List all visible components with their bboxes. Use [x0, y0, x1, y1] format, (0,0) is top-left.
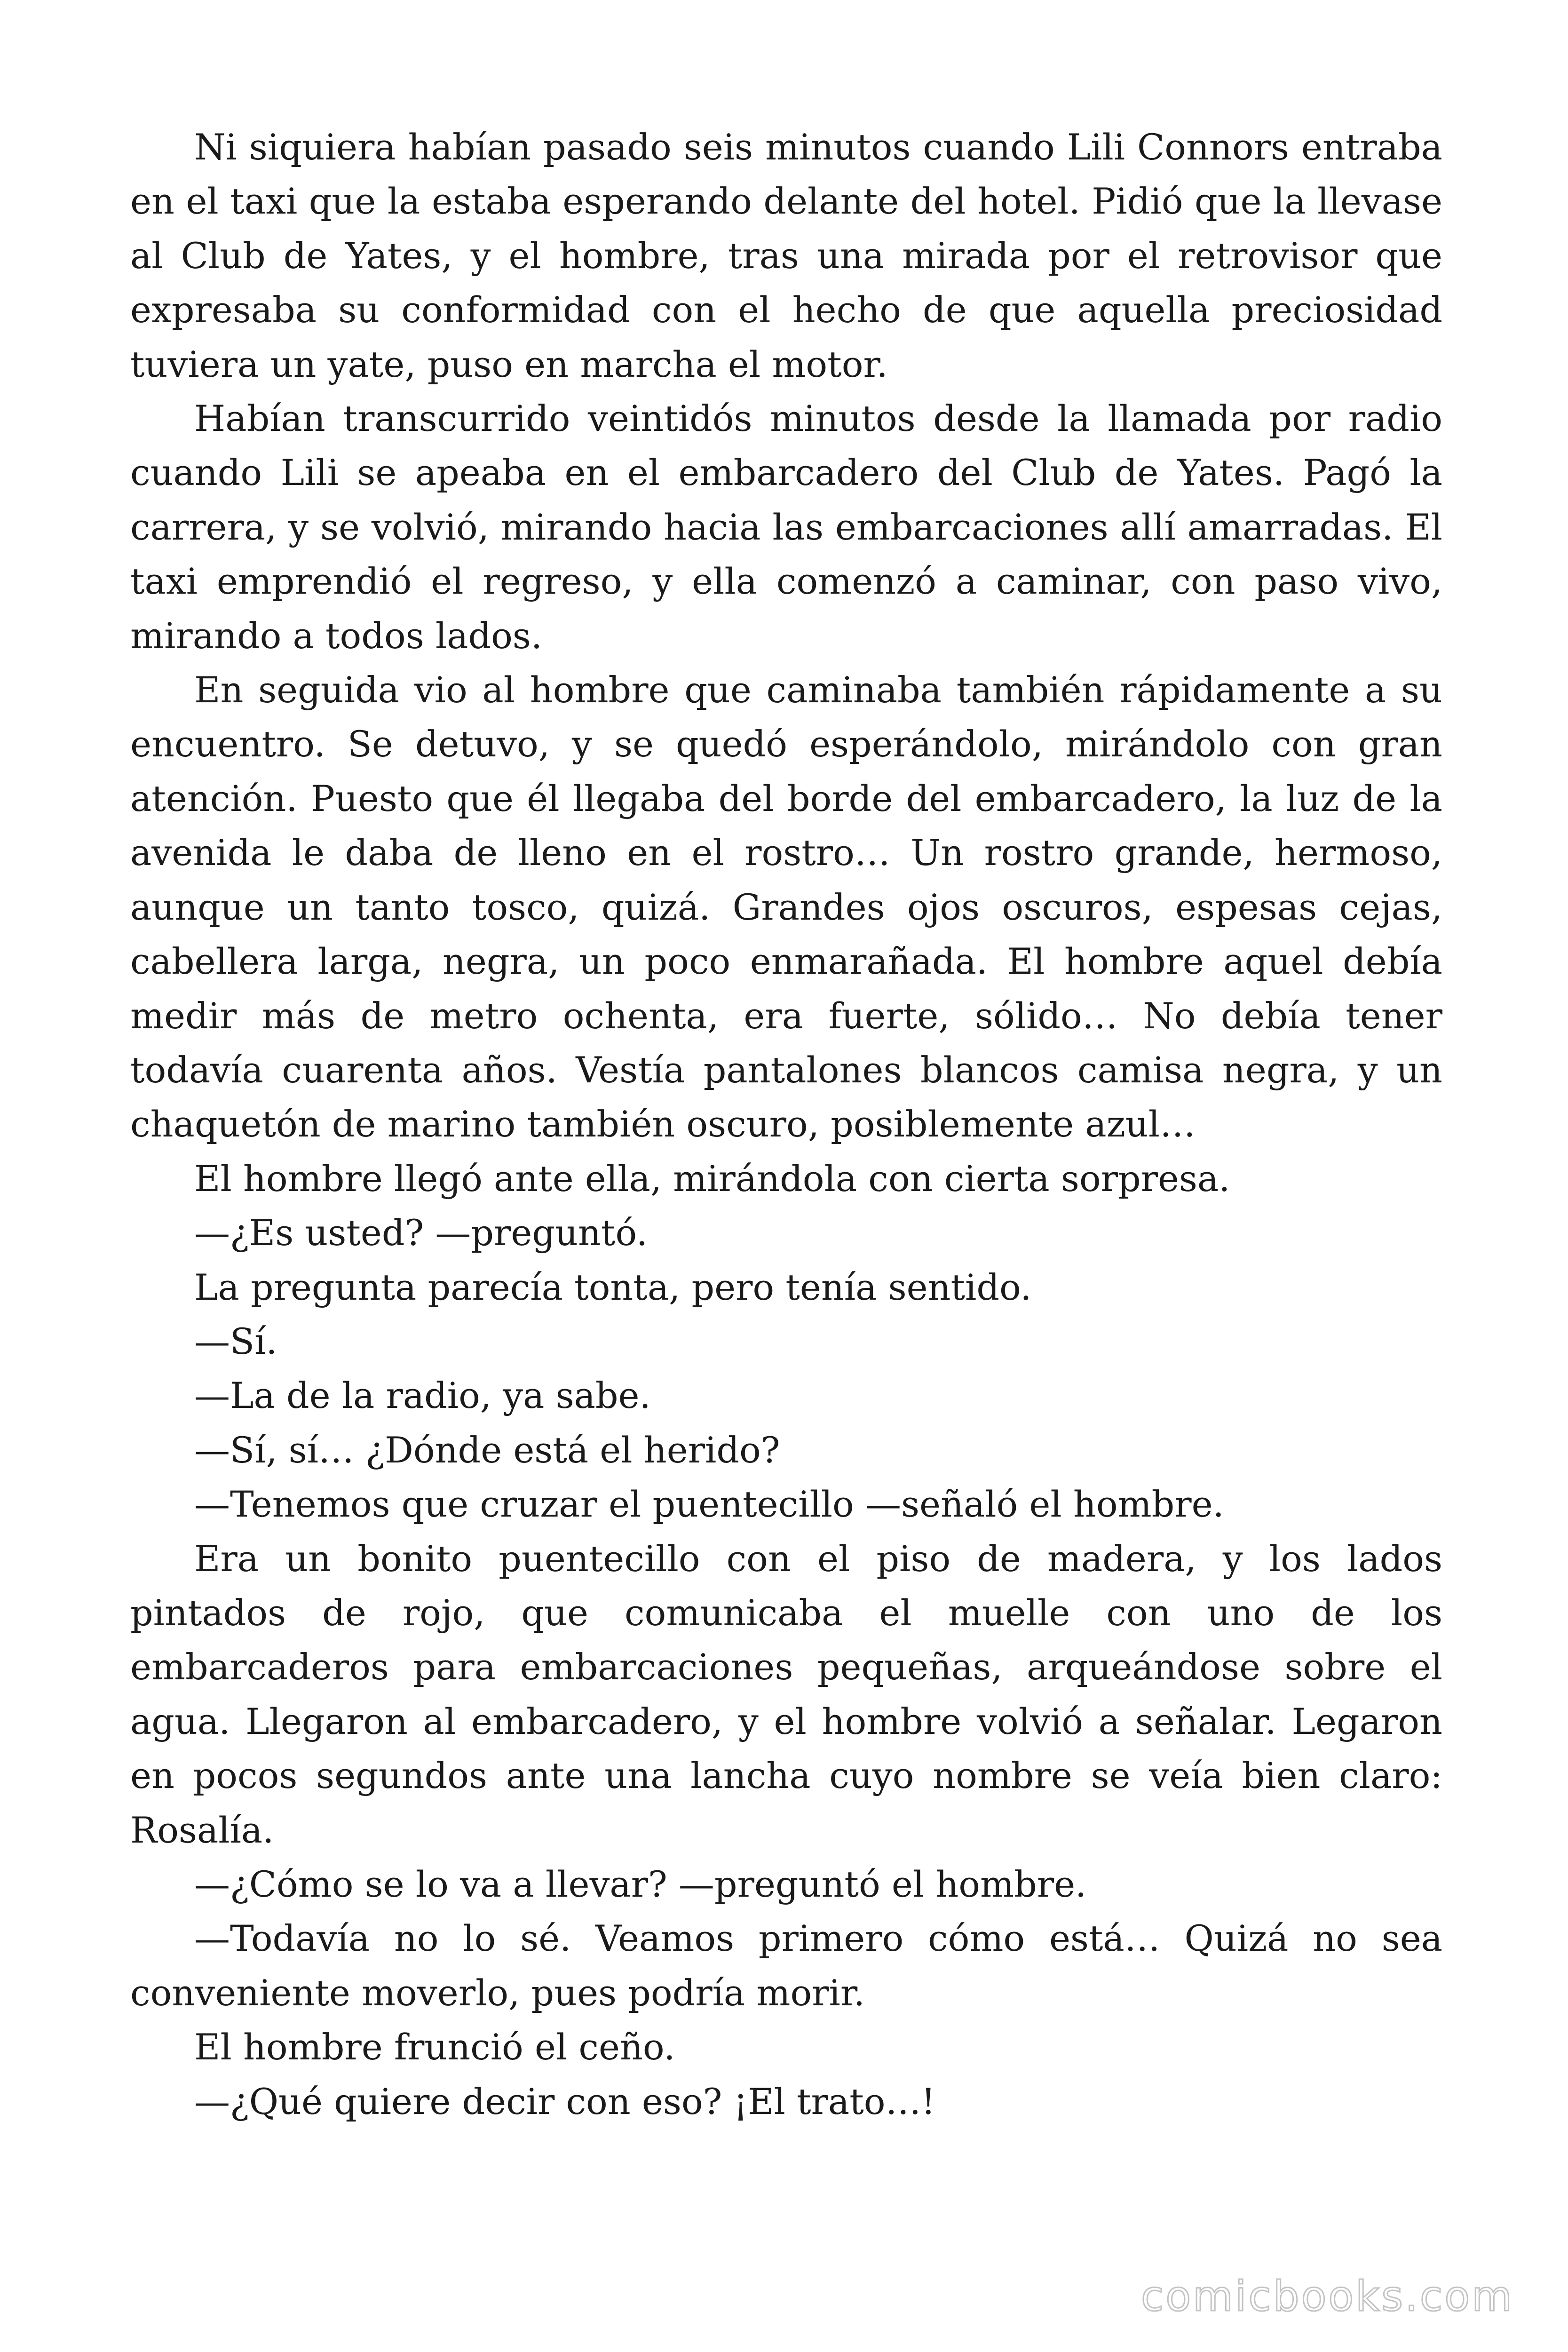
paragraph: Ni siquiera habían pasado seis minutos cuando Lili Connors entraba en el taxi que la estaba esperando delante del hotel. Pidió que la llevase al Club de Yates, y el hombre, tras una mirada por el retrovisor que expresaba su conformidad con el hecho de que aquella preciosidad tuviera un yate, puso en marcha el motor. — [130, 126, 1442, 385]
paragraph: En seguida vio al hombre que caminaba también rápidamente a su encuentro. Se detuvo, y se quedó esperándolo, mirándolo con gran atención. Puesto que él llegaba del borde del embarcadero, la luz de la avenida le daba de lleno en el rostro… Un rostro grande, hermoso, aunque un tanto tosco, quizá. Grandes ojos oscuros, espesas cejas, cabellera larga, negra, un poco enmarañada. El hombre aquel debía medir más de metro ochenta, era fuerte, sólido… No debía tener todavía cuarenta años. Vestía pantalones blancos camisa negra, y un chaquetón de marino también oscuro, posiblemente azul… — [130, 669, 1442, 1145]
paragraph: Era un bonito puentecillo con el piso de madera, y los lados pintados de rojo, que comunicaba el muelle con uno de los embarcaderos para embarcaciones pequeñas, arqueándose sobre el agua. Llegaron al embarcadero, y el hombre volvió a señalar. Legaron en pocos segundos ante una lancha cuyo nombre se veía bien claro: Rosalía. — [130, 1537, 1442, 1851]
body-text — [130, 120, 1442, 2129]
dialogue-line: —Tenemos que cruzar el puentecillo —señaló el hombre. — [194, 1483, 1224, 1526]
dialogue-line: —¿Qué quiere decir con eso? ¡El trato…! — [194, 2080, 936, 2122]
dialogue-line: —La de la radio, ya sabe. — [194, 1375, 651, 1417]
paragraph: El hombre llegó ante ella, mirándola con cierta sorpresa. — [194, 1157, 1230, 1200]
paragraph: Habían transcurrido veintidós minutos desde la llamada por radio cuando Lili se apeaba en el embarcadero del Club de Yates. Pagó la carrera, y se volvió, mirando hacia las embarcaciones allí amarradas. El taxi emprendió el regreso, y ella comenzó a caminar, con paso vivo, mirando a todos lados. — [130, 397, 1442, 657]
dialogue-line: —Sí, sí… ¿Dónde está el herido? — [194, 1429, 780, 1471]
dialogue-line: —Todavía no lo sé. Veamos primero cómo está… Quizá no sea conveniente moverlo, pues podría morir. — [130, 1917, 1442, 2014]
watermark: comicbooks.com — [1140, 2272, 1514, 2320]
paragraph: La pregunta parecía tonta, pero tenía sentido. — [194, 1266, 1032, 1308]
dialogue-line: —¿Es usted? —preguntó. — [194, 1212, 648, 1254]
dialogue-line: —¿Cómo se lo va a llevar? —preguntó el hombre. — [194, 1863, 1087, 1905]
paragraph: El hombre frunció el ceño. — [194, 2026, 675, 2068]
dialogue-line: —Sí. — [194, 1320, 277, 1362]
